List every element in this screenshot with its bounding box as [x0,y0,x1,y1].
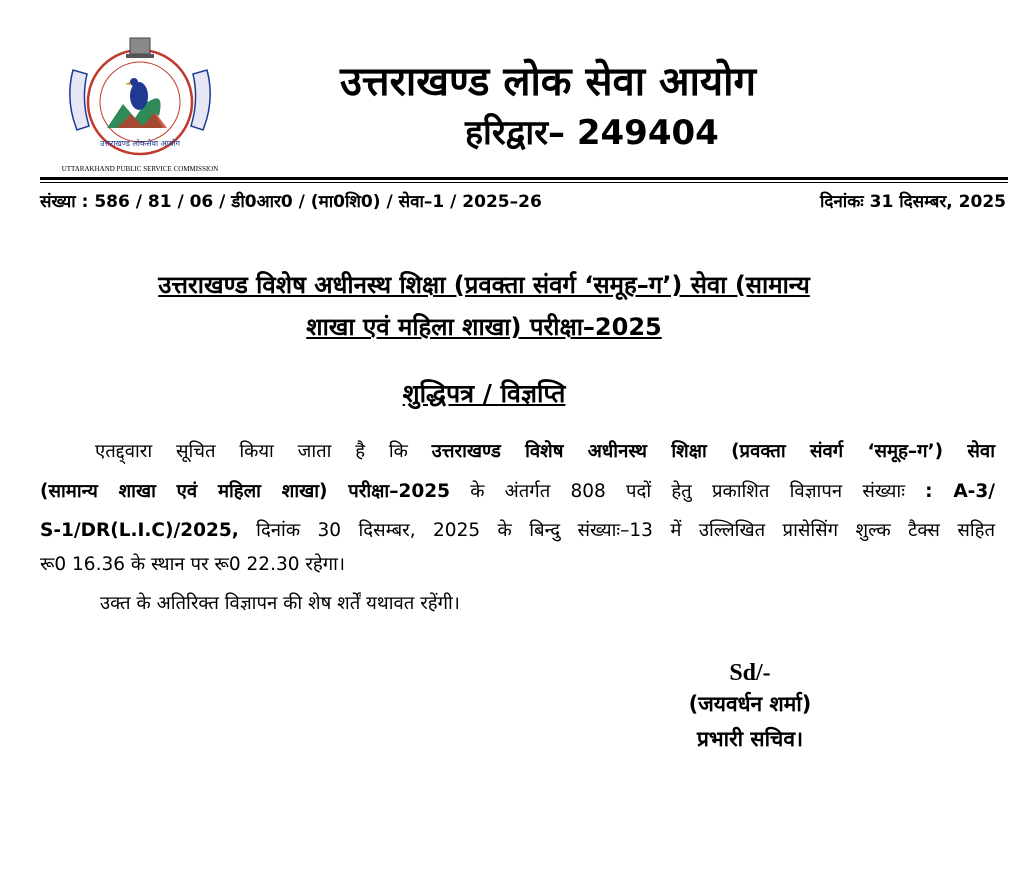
body-line-2-bold-end: : A-3/ [925,481,995,502]
signatory-name: (जयवर्धन शर्मा) [688,692,812,716]
body-line-1-bold: उत्तराखण्ड विशेष अधीनस्थ शिक्षा (प्रवक्ता संवर्ग ‘समूह–ग’) सेवा [431,441,995,462]
body-line-2-plain: के अंतर्गत 808 पदों हेतु प्रकाशित विज्ञापन संख्याः [470,481,905,502]
body-line-5: उक्त के अतिरिक्त विज्ञापन की शेष शर्तें यथावत रहेंगी। [100,593,460,614]
body-line-3-bold: S-1/DR(L.I.C)/2025, [40,520,239,541]
reference-number: संख्या : 586 / 81 / 06 / डी0आर0 / (मा0शि0) / सेवा–1 / 2025–26 [40,192,542,212]
body-line-1 [40,438,995,466]
document-type-heading: शुद्धिपत्र / विज्ञप्ति [402,379,566,408]
body-line-3 [40,517,995,545]
body-line-2-bold: (सामान्य शाखा एवं महिला शाखा) परीक्षा–2025 [40,481,450,502]
emblem-arc-text: उत्तराखण्ड लोकसेवा आयोग [100,139,180,148]
body-line-3-plain: दिनांक 30 दिसम्बर, 2025 के बिन्दु संख्याः–13 में उल्लिखित प्रासेसिंग शुल्क टैक्स सहित [256,520,995,541]
subject-line-1: उत्तराखण्ड विशेष अधीनस्थ शिक्षा (प्रवक्ता संवर्ग ‘समूह–ग’) सेवा (सामान्य [158,271,810,299]
emblem-caption: UTTARAKHAND PUBLIC SERVICE COMMISSION [61,165,219,173]
signatory-designation: प्रभारी सचिव। [696,727,804,751]
body-line-4: रू0 16.36 के स्थान पर रू0 22.30 रहेगा। [40,554,345,575]
body-line-1-plain: एतद्द्वारा सूचित किया जाता है कि [95,441,408,462]
commission-address: हरिद्वार– 249404 [465,113,719,153]
commission-title: उत्तराखण्ड लोक सेवा आयोग [340,59,756,105]
subject-line-2: शाखा एवं महिला शाखा) परीक्षा–2025 [306,313,662,341]
body-line-2 [40,478,995,506]
header-divider [40,177,1008,180]
reference-date: दिनांकः 31 दिसम्बर, 2025 [819,192,1006,212]
signature-sd: Sd/- [729,660,771,686]
header-divider-thin [40,182,1008,183]
commission-emblem [55,30,225,175]
emblem-graphic [55,30,225,175]
